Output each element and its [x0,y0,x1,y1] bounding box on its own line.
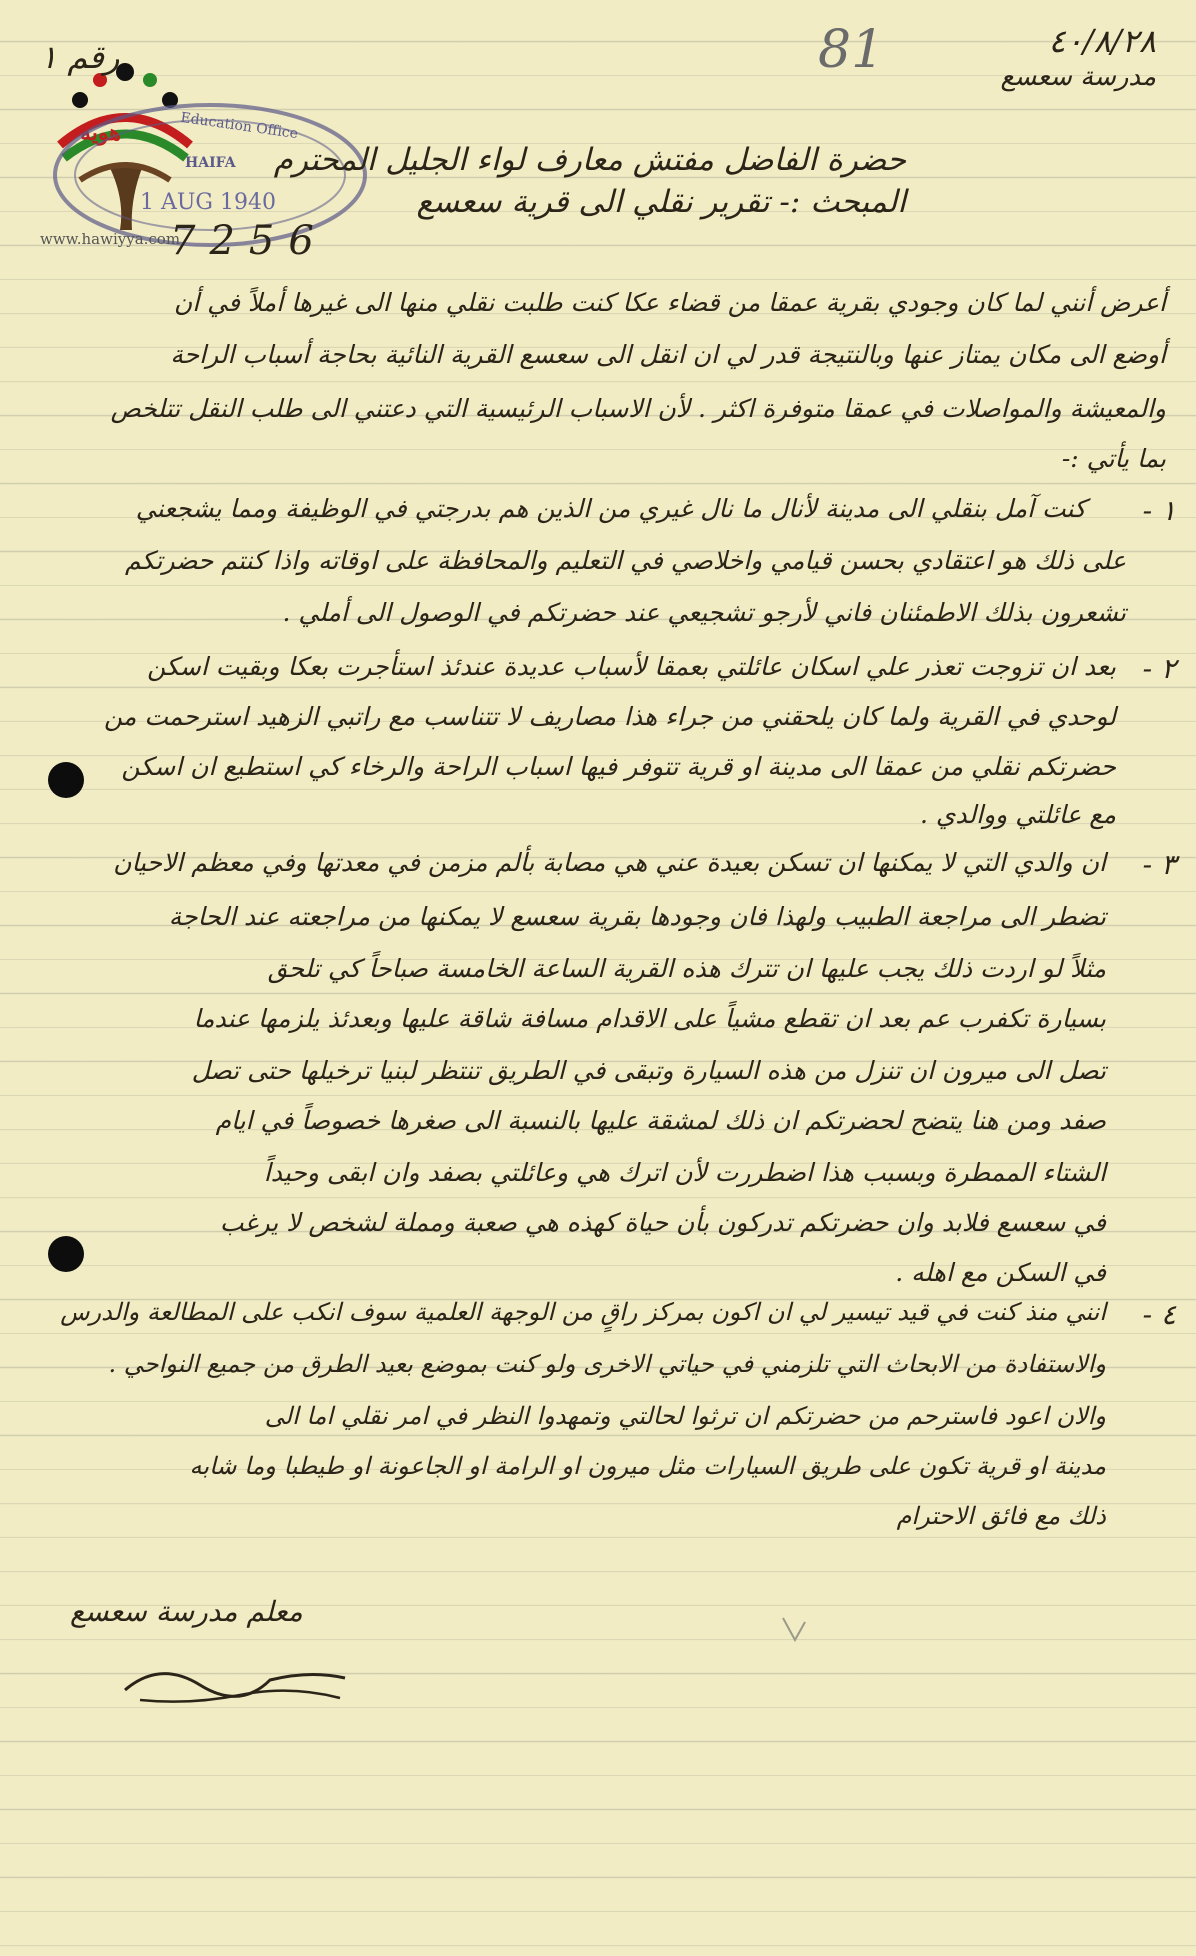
item-line: في السكن مع اهله . [895,1258,1106,1287]
item-line: والان اعود فاسترحم من حضرتكم ان ترثوا لحالتي وتمهدوا النظر في امر نقلي اما الى [264,1402,1106,1430]
item-line: تضطر الى مراجعة الطبيب ولهذا فان وجودها بقرية سعسع لا يمكنها من مراجعته عند الحاجة [168,902,1106,931]
signature-scribble-icon [120,1650,350,1710]
item-line: بعد ان تزوجت تعذر علي اسكان عائلتي بعمقا لأسباب عديدة عندئذ استأجرت بعكا وبقيت اسكن [147,652,1116,681]
stamp-date: 1 AUG 1940 [140,190,276,215]
school-name-header: مدرسة سعسع [1000,62,1156,92]
intro-line: أعرض أنني لما كان وجودي بقرية عمقا من قضاء عكا كنت طلبت نقلي منها الى غيرها أملاً في أن [173,288,1166,317]
item-line: والاستفادة من الابحاث التي تلزمني في حياتي الاخرى ولو كنت بموضع بعيد الطرق من جميع النواحي . [108,1350,1106,1378]
item-line: لوحدي في القرية ولما كان يلحقني من جراء هذا مصاريف لا تتناسب مع راتبي الزهيد استرحمت من [103,702,1116,731]
item-line: مثلاً لو اردت ذلك يجب عليها ان تترك هذه القرية الساعة الخامسة صباحاً كي تلحق [267,954,1106,983]
subject: المبحث :- تقرير نقلي الى قرية سعسع [416,184,906,220]
corner-mark: رقم ١ [40,38,120,76]
addressee: حضرة الفاضل مفتش معارف لواء الجليل المحترم [273,142,906,178]
item-line: حضرتكم نقلي من عمقا الى مدينة او قرية تتوفر فيها اسباب الراحة والرخاء كي استطيع ان اسكن [121,752,1116,781]
item-line: الشتاء الممطرة وبسبب هذا اضطررت لأن اترك هي وعائلتي بصفد وان ابقى وحيداً [263,1158,1106,1187]
stamp-city: HAIFA [185,155,236,171]
item-line: مدينة او قرية تكون على طريق السيارات مثل ميرون او الرامة او الجاعونة او طيطبا وما شابه [189,1452,1106,1480]
item-number: ٣ - [1142,848,1176,881]
letter-date: ٤٠/٨/٢٨ [1048,22,1156,60]
item-line: في سعسع فلابد وان حضرتكم تدركون بأن حياة كهذه هي صعبة ومملة لشخص لا يرغب [219,1208,1106,1237]
ink-blot [48,762,84,798]
item-line: على ذلك هو اعتقادي بحسن قيامي واخلاصي في التعليم والمحافظة على اوقاته واذا كنتم حضرتكم [125,546,1126,575]
reference-number: 81 [818,20,885,80]
item-line: ذلك مع فائق الاحترام [896,1502,1106,1530]
item-line: مع عائلتي ووالدي . [919,800,1116,829]
intro-line: والمعيشة والمواصلات في عمقا متوفرة اكثر . لأن الاسباب الرئيسية التي دعتني الى طلب النقل تتلخص [110,394,1166,423]
ink-blot [48,1236,84,1272]
stamp-text: Education Office [179,109,299,143]
signature-title: معلم مدرسة سعسع [70,1595,303,1628]
item-line: تشعرون بذلك الاطمئنان فاني لأرجو تشجيعي عند حضرتكم في الوصول الى أملي . [282,598,1126,627]
item-number: ٤ - [1142,1298,1176,1331]
logo-text: هوية [80,120,121,146]
faint-pencil-mark-icon [775,1610,815,1650]
item-line: تصل الى ميرون ان تنزل من هذه السيارة وتبقى في الطريق تنتظر لبنيا ترخيلها حتى تصل [191,1056,1106,1085]
intro-line: أوضع الى مكان يمتاز عنها وبالنتيجة قدر لي ان انقل الى سعسع القرية النائية بحاجة أسباب الراحة [170,340,1166,369]
item-line: انني منذ كنت في قيد تيسير لي ان اكون بمركز راقٍ من الوجهة العلمية سوف انكب على المطالعة والدرس [60,1298,1106,1326]
item-number: ١ - [1142,494,1176,527]
item-line: بسيارة تكفرب عم بعد ان تقطع مشياً على الاقدام مسافة شاقة عليها وبعدئذ يلزمها عندما [193,1004,1106,1033]
watermark-url: www.hawiyya.com [40,230,181,248]
stamp-number: 7256 [170,218,328,264]
item-line: ان والدي التي لا يمكنها ان تسكن بعيدة عني هي مصابة بألم مزمن في معدتها وفي معظم الاحيان [113,848,1106,877]
item-line: صفد ومن هنا يتضح لحضرتكم ان ذلك لمشقة عليها بالنسبة الى صغرها خصوصاً في ايام [215,1106,1106,1135]
intro-line: بما يأتي :- [1061,444,1166,473]
item-number: ٢ - [1142,652,1176,685]
item-line: كنت آمل بنقلي الى مدينة لأنال ما نال غيري من الذين هم بدرجتي في الوظيفة ومما يشجعني [135,494,1086,523]
